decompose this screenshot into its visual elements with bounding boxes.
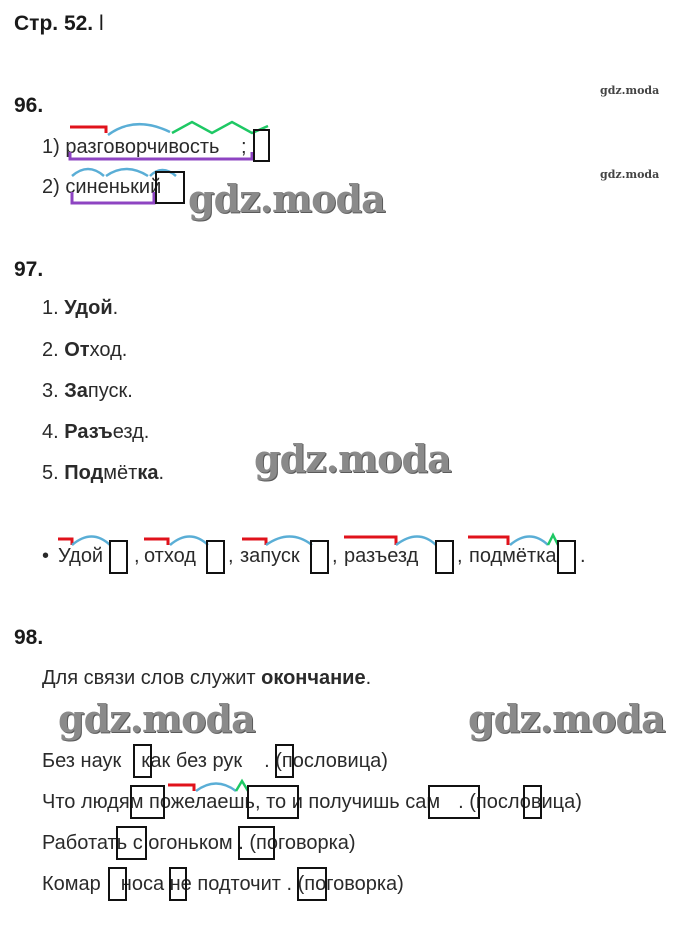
ex97-item-part: пуск.: [87, 380, 133, 402]
exercise-96-number: 96.: [14, 94, 44, 117]
ex97-item-part: От: [64, 339, 90, 361]
ex97-item-number: 3.: [42, 380, 59, 402]
ex97-item-part: Разъ: [64, 421, 113, 443]
ex97-item-part: Удо: [64, 297, 101, 319]
ex96-line-1: 1) разговорчивость ;: [42, 136, 247, 158]
ex97-summary: •: [42, 545, 50, 567]
ex97-item-number: 2.: [42, 339, 59, 361]
summary-word-4: разъезд: [344, 545, 419, 567]
ex97-item-part: .: [158, 462, 165, 484]
summary-word-5: подмётка: [469, 545, 557, 567]
summary-sep-3: ,: [332, 545, 338, 567]
word-sinenkiy: синенький: [65, 176, 162, 198]
watermark-small-2: gdz.moda: [600, 168, 660, 181]
ex97-item-part: й: [100, 297, 113, 319]
watermark-large-2: gdz.moda: [254, 436, 451, 481]
ex97-item-part: мёт: [103, 462, 138, 484]
page-header: Стр. 52. l: [14, 12, 104, 35]
exercise-97-number: 97.: [14, 258, 44, 281]
header-mark: l: [98, 12, 104, 35]
ex97-item-part: езд.: [112, 421, 150, 443]
summary-word-3: запуск: [240, 545, 300, 567]
summary-word-2: отход: [144, 545, 196, 567]
summary-sep-1: ,: [134, 545, 140, 567]
summary-word-1: Удой: [58, 545, 104, 567]
ex97-item-number: 1.: [42, 297, 59, 319]
ex97-item-part: Под: [64, 462, 104, 484]
ex97-item-number: 4.: [42, 421, 59, 443]
watermark-large-1: gdz.moda: [188, 176, 385, 221]
summary-sep-2: ,: [228, 545, 234, 567]
ex97-item-part: ход.: [89, 339, 128, 361]
summary-sep-4: ,: [457, 545, 463, 567]
ex98-line-1: Без наук как без рук . (пословица): [42, 750, 388, 772]
ex97-item-part: .: [112, 297, 119, 319]
watermark-large-3: gdz.moda: [58, 696, 255, 741]
ex96-line-2: 2) синенький: [42, 176, 162, 198]
ex98-line-2: Что людям пожелаешь, то и получишь сам . (пословица): [42, 791, 582, 813]
ex98-line-3: Работать с огоньком . (поговорка): [42, 832, 356, 854]
ex97-item-number: 5.: [42, 462, 59, 484]
watermark-small-1: gdz.moda: [600, 84, 660, 97]
ex97-item-part: ка: [137, 462, 159, 484]
word-razgovorchivost: разговорчивость: [65, 136, 220, 158]
ex97-item-part: За: [64, 380, 88, 402]
summary-end: .: [580, 545, 586, 567]
exercise-98-number: 98.: [14, 626, 44, 649]
ex98-line-4: Комар носа не подточит . (поговорка): [42, 873, 404, 895]
watermark-large-4: gdz.moda: [468, 696, 665, 741]
ex98-statement: Для связи слов служит окончание.: [42, 667, 372, 689]
